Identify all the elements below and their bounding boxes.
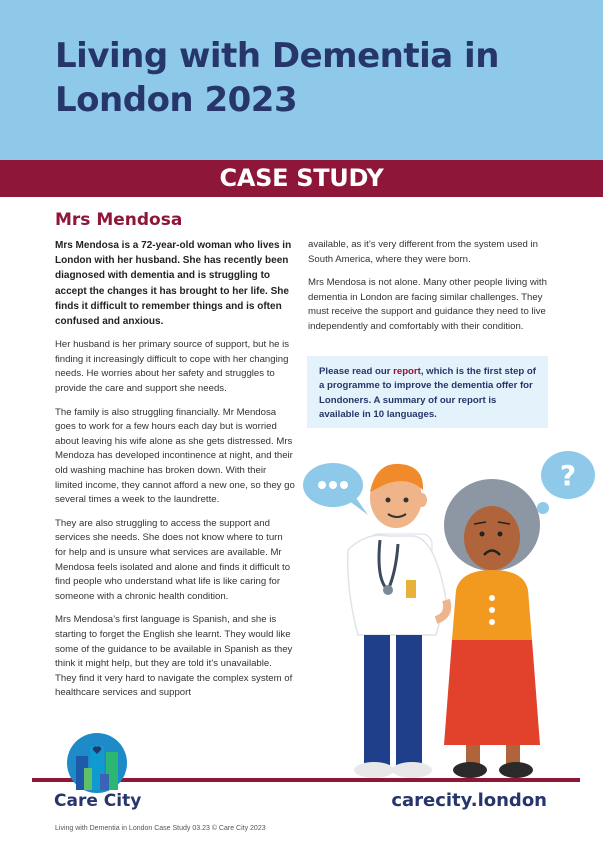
body-paragraph: Mrs Mendosa is not alone. Many other people living with dementia in London are facing similar challenges. They must receive the support and guidance they need to live independently and comfortably with their condition. <box>308 277 547 332</box>
speech-bubble-icon <box>303 463 368 515</box>
website-link[interactable]: carecity.london <box>391 790 547 811</box>
callout-text-post: , which is the first step of a programme to improve the dementia offer for Londoners. A summary of our report is available in 10 languages. <box>319 366 536 421</box>
care-city-logo-icon <box>66 732 128 794</box>
question-bubble-icon <box>531 451 596 524</box>
case-name-heading: Mrs Mendosa <box>55 210 183 230</box>
body-paragraph: Her husband is her primary source of support, but he is finding it increasingly difficult to cope with her changing needs. He worries about her safety and struggles to provide the care and support she needs. <box>55 339 290 394</box>
report-callout <box>307 356 548 428</box>
doctor-figure <box>348 464 448 778</box>
patient-figure <box>444 479 540 778</box>
callout-text-pre: Please read our <box>319 366 394 377</box>
page-title: Living with Dementia in London 2023 <box>55 36 499 120</box>
footer-note: Living with Dementia in London Case Study 03.23 © Care City 2023 <box>55 825 266 832</box>
report-link[interactable]: report <box>393 366 421 377</box>
header-banner <box>0 0 603 160</box>
doctor-and-patient-illustration <box>296 440 603 785</box>
case-study-band: CASE STUDY <box>0 160 603 197</box>
column-left <box>55 238 295 710</box>
body-paragraph: available, as it’s very different from the system used in South America, where they were born. <box>308 239 539 265</box>
body-paragraph: They are also struggling to access the support and services she needs. She does not know where to turn for help and is unsure what services are available. Mr Mendosa feels isolated and alone and finds it difficult to find people who understand what life is like caring for someone with a chronic health condition. <box>55 517 291 602</box>
lead-paragraph: Mrs Mendosa is a 72-year-old woman who lives in London with her husband. She has recently been diagnosed with dementia and is struggling to accept the changes it has brought to her life. She finds it difficult to remember things and is often confused and anxious. <box>55 240 292 328</box>
body-paragraph: The family is also struggling financially. Mr Mendosa goes to work for a few hours each day but is worried about leaving his wife alone as she gets distressed. Mrs Mendoza has developed incontinence at night, and their old washing machine has broken down. With their limited income, they cannot afford a new one, so they go several times a week to the laundrette. <box>55 406 295 506</box>
svg-text:?: ? <box>559 459 577 492</box>
column-right <box>308 238 548 344</box>
brand-name: Care City <box>54 791 142 811</box>
body-paragraph: Mrs Mendosa’s first language is Spanish, and she is starting to forget the English she learnt. They would like some of the guidance to be available in Spanish as they think it might help, but they are told it’s unavailable. They find it very hard to navigate the complex system of healthcare services and support <box>55 614 293 699</box>
